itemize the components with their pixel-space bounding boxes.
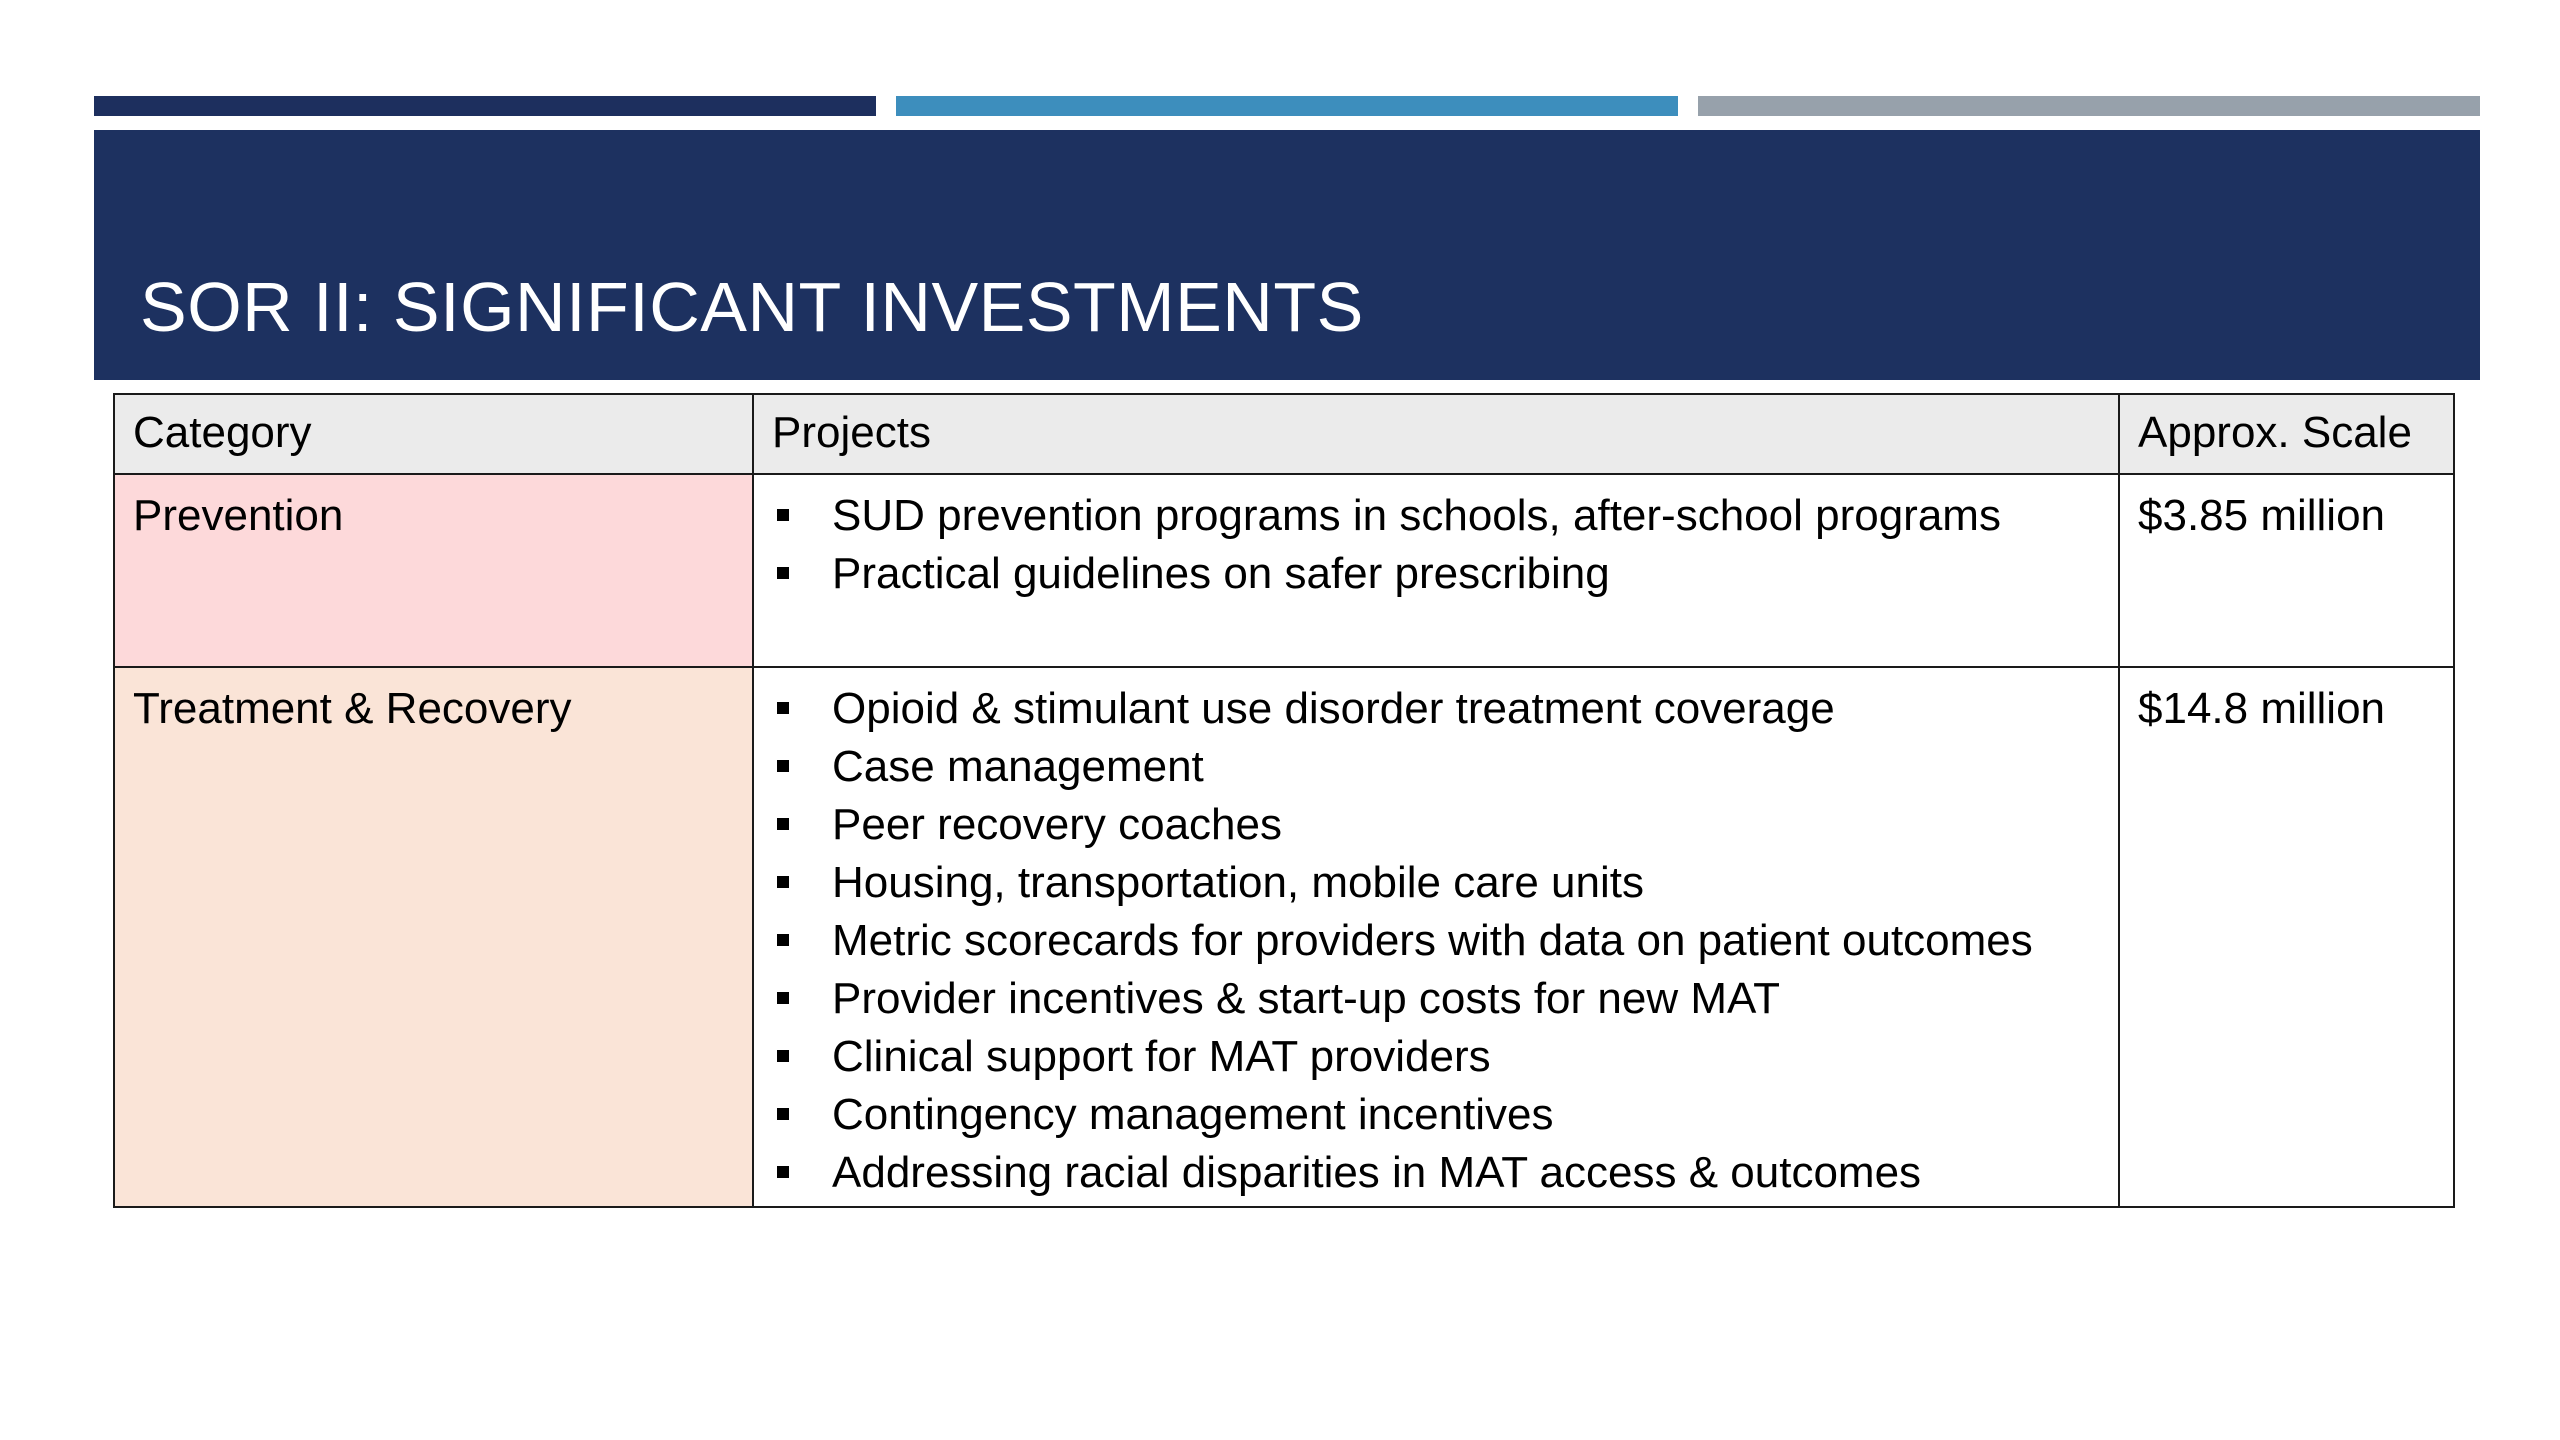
category-cell-treatment — [114, 667, 753, 1207]
header-category: Category — [114, 394, 753, 474]
category-label: Prevention — [133, 491, 344, 540]
table-row-treatment — [114, 667, 2454, 1207]
project-item: SUD prevention programs in schools, after-school programs — [772, 487, 2100, 545]
table-row-prevention — [114, 474, 2454, 667]
projects-cell-prevention — [753, 474, 2119, 667]
slide-title: SOR II: SIGNIFICANT INVESTMENTS — [140, 268, 1364, 346]
header-projects: Projects — [753, 394, 2119, 474]
category-label: Treatment & Recovery — [133, 684, 572, 733]
scale-value: $3.85 million — [2138, 491, 2386, 540]
investments-table — [113, 393, 2455, 1208]
project-item: Addressing racial disparities in MAT access & outcomes — [772, 1144, 2100, 1202]
scale-cell-prevention — [2119, 474, 2454, 667]
project-item: Opioid & stimulant use disorder treatment coverage — [772, 680, 2100, 738]
project-item: Peer recovery coaches — [772, 796, 2100, 854]
header-scale: Approx. Scale — [2119, 394, 2454, 474]
scale-cell-treatment — [2119, 667, 2454, 1207]
project-item: Metric scorecards for providers with data on patient outcomes — [772, 912, 2100, 970]
project-item: Case management — [772, 738, 2100, 796]
accent-bar-navy — [94, 96, 876, 116]
title-band — [94, 130, 2480, 380]
project-item: Contingency management incentives — [772, 1086, 2100, 1144]
project-item: Provider incentives & start-up costs for new MAT — [772, 970, 2100, 1028]
project-item: Practical guidelines on safer prescribing — [772, 545, 2100, 603]
projects-list — [772, 487, 2100, 603]
project-item: Clinical support for MAT providers — [772, 1028, 2100, 1086]
accent-bar-blue — [896, 96, 1678, 116]
projects-cell-treatment — [753, 667, 2119, 1207]
scale-value: $14.8 million — [2138, 684, 2386, 733]
table-header-row — [114, 394, 2454, 474]
accent-bar-gray — [1698, 96, 2480, 116]
project-item: Housing, transportation, mobile care units — [772, 854, 2100, 912]
projects-list — [772, 680, 2100, 1202]
category-cell-prevention — [114, 474, 753, 667]
